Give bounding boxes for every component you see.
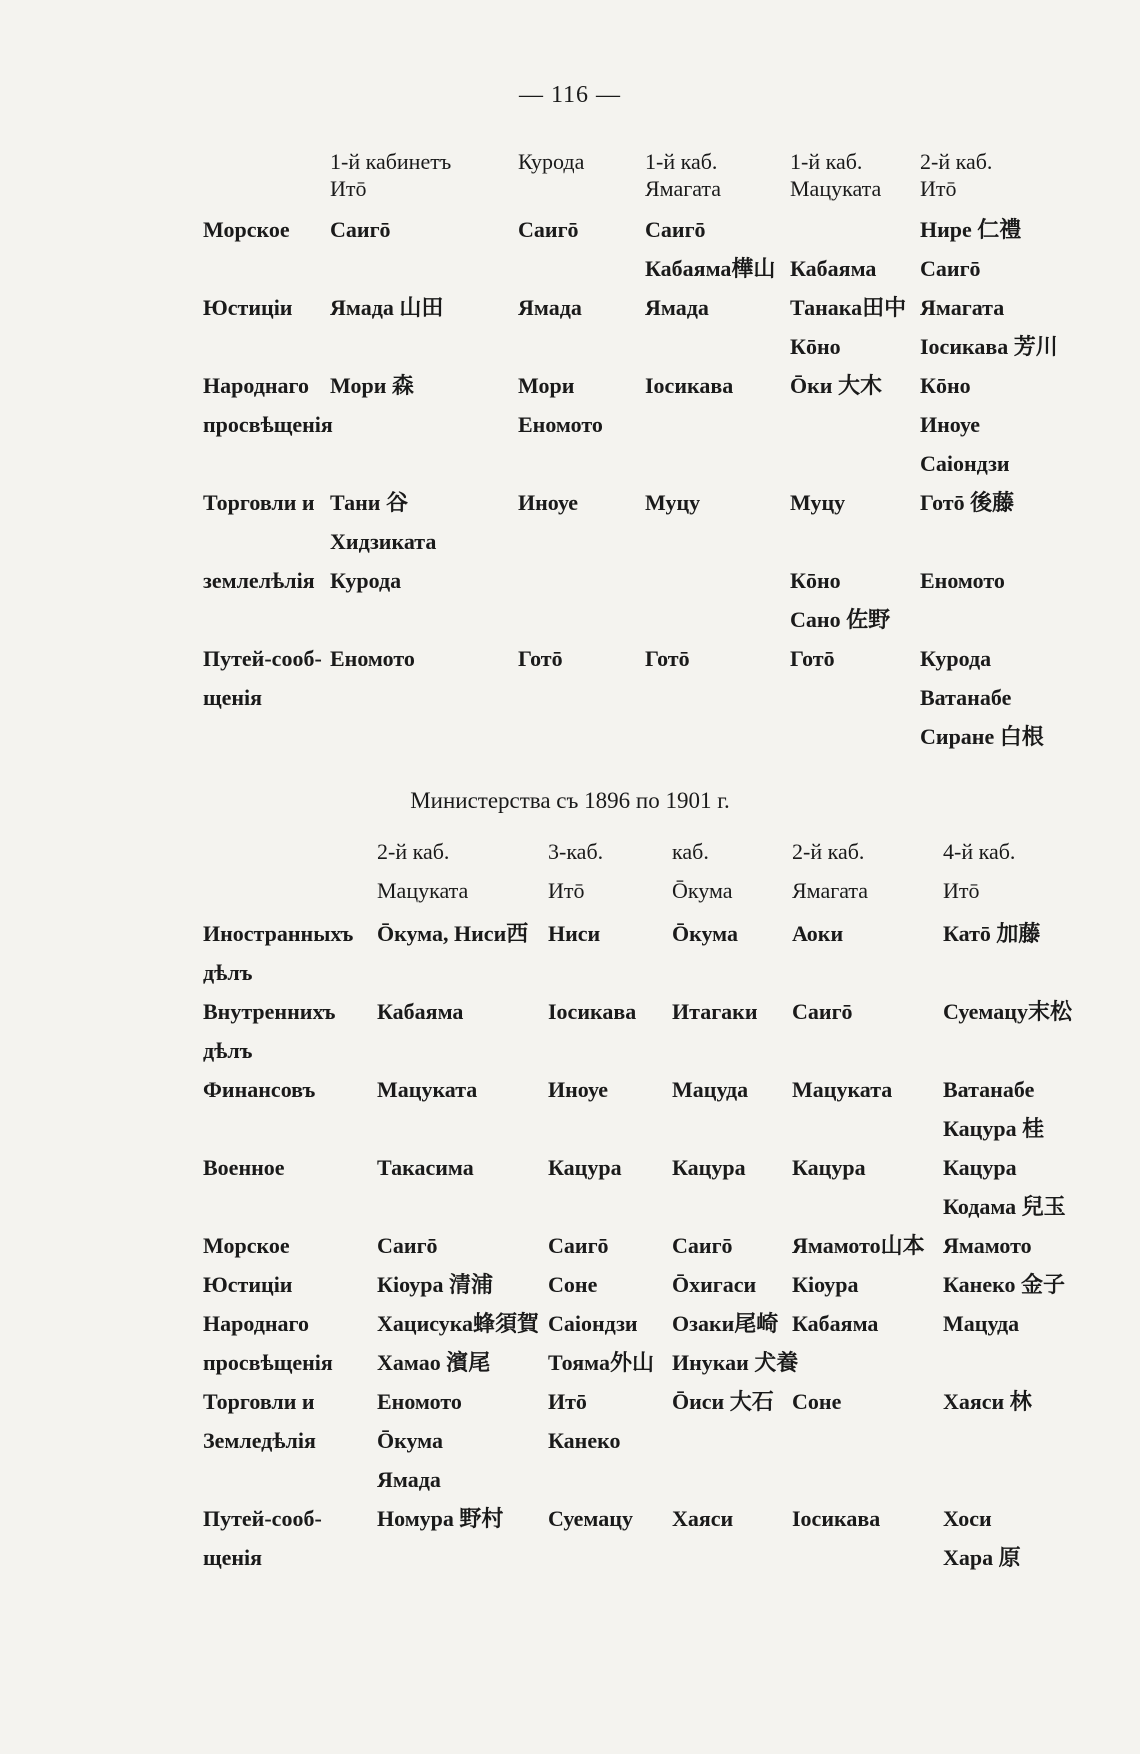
column-header [672, 832, 733, 910]
minister-name: Иноуе [920, 412, 981, 437]
column-header-line: 3-каб. [548, 839, 604, 864]
column-header-line: Курода [518, 149, 585, 174]
minister-name: Саіондзи [548, 1311, 638, 1336]
table-cell [920, 366, 1010, 483]
table-cell [920, 639, 1044, 756]
table-cell [943, 992, 1072, 1031]
minister-name: Саигō [377, 1233, 438, 1258]
minister-name: Ямада [518, 295, 582, 320]
table-cell [920, 210, 1021, 288]
table-cell [792, 1304, 878, 1343]
table-cell [548, 1148, 622, 1187]
table-cell [792, 1265, 858, 1304]
row-label-line: Торговли и [203, 490, 315, 515]
minister-name: Мори 森 [330, 373, 414, 398]
minister-name: Еномото [920, 568, 1005, 593]
column-header-line: Мацуката [377, 878, 469, 903]
table-cell [548, 1265, 597, 1304]
table-cell [548, 1382, 621, 1460]
minister-name: Хаяси 林 [943, 1389, 1032, 1414]
minister-name: Ōкума [672, 921, 739, 946]
table-cell [672, 914, 738, 953]
column-header [548, 832, 603, 910]
column-header-line: Итō [920, 176, 957, 201]
row-label-line: землелѣлія [203, 568, 315, 593]
minister-name: Готō [790, 646, 835, 671]
row-label-line: Земледѣлія [203, 1428, 316, 1453]
table-cell [943, 914, 1040, 953]
minister-name: Ватанабе [920, 685, 1012, 710]
minister-name: Готō [518, 646, 563, 671]
table-cell [377, 1070, 477, 1109]
row-label [203, 561, 315, 600]
table-cell [672, 1499, 733, 1538]
table-cell [518, 483, 578, 522]
table-cell [330, 288, 443, 327]
table-cell [672, 1148, 746, 1187]
minister-name: Сано 佐野 [790, 607, 891, 632]
minister-name: Іосикава [548, 999, 637, 1024]
table-cell [548, 1226, 609, 1265]
minister-name: Саигō [792, 999, 853, 1024]
table-cell [377, 1265, 493, 1304]
column-header [790, 148, 881, 202]
row-label [203, 1148, 285, 1187]
minister-name: Хоси [943, 1506, 992, 1531]
table-cell [645, 639, 690, 678]
minister-name: Кабаяма [790, 256, 877, 281]
column-header [920, 148, 992, 202]
row-label-line: Внутреннихъ [203, 999, 336, 1024]
minister-name: Хидзиката [330, 529, 437, 554]
column-header [792, 832, 868, 910]
minister-name: Итō [548, 1389, 587, 1414]
column-header-line: Ямагата [792, 878, 869, 903]
minister-name: Еномото [518, 412, 603, 437]
row-label-line: Народнаго [203, 373, 309, 398]
minister-name: Инукаи 犬養 [672, 1350, 799, 1375]
column-header-line: 2-й каб. [792, 839, 865, 864]
minister-name: Готō [645, 646, 690, 671]
row-label [203, 288, 292, 327]
table-cell [790, 366, 882, 405]
table-cell [645, 288, 709, 327]
table-cell [943, 1226, 1032, 1265]
column-header-line: 1-й каб. [645, 149, 718, 174]
minister-name: Ōхигаси [672, 1272, 757, 1297]
minister-name: Кацура [548, 1155, 622, 1180]
table-cell [790, 288, 906, 366]
table-cell [518, 288, 582, 327]
minister-name: Іосикава [792, 1506, 881, 1531]
table-cell [548, 992, 636, 1031]
minister-name: Кацура [943, 1155, 1017, 1180]
row-label-line: Морское [203, 217, 290, 242]
row-label-line: щенія [203, 685, 263, 710]
minister-name: Ямада [645, 295, 709, 320]
minister-name: Танака田中 [790, 295, 907, 320]
row-label [203, 1265, 292, 1304]
table-cell [920, 561, 1005, 600]
minister-name: Мацуката [792, 1077, 893, 1102]
minister-name: Суемацу末松 [943, 999, 1072, 1024]
table-cell [792, 992, 853, 1031]
table-cell [548, 914, 600, 953]
row-label-line: Морское [203, 1233, 290, 1258]
table-cell [792, 1070, 892, 1109]
table-cell [518, 210, 579, 249]
table-cell [518, 639, 563, 678]
minister-name: Номура 野村 [377, 1506, 504, 1531]
column-header-line: Итō [943, 878, 980, 903]
table-cell [943, 1148, 1066, 1226]
table-cell [672, 1226, 733, 1265]
table-cell [920, 288, 1058, 366]
column-header-line: Итō [548, 878, 585, 903]
column-header-line: каб. [672, 839, 709, 864]
row-label [203, 1304, 333, 1382]
table-cell [790, 639, 835, 678]
row-label [203, 1499, 322, 1577]
row-label [203, 1382, 316, 1460]
table-cell [790, 483, 845, 522]
row-label-line: Путей-сооб- [203, 646, 322, 671]
table-cell [645, 366, 733, 405]
table-cell [377, 1499, 503, 1538]
minister-name: Іосикава [645, 373, 734, 398]
table-cell [645, 483, 700, 522]
row-label-line: Путей-сооб- [203, 1506, 322, 1531]
minister-name: Ямада [377, 1467, 441, 1492]
column-header-line: 2-й каб. [920, 149, 993, 174]
minister-name: Катō 加藤 [943, 921, 1041, 946]
minister-name: Тани 谷 [330, 490, 408, 515]
minister-name: Кодама 兒玉 [943, 1194, 1066, 1219]
table-cell [943, 1265, 1065, 1304]
minister-name: Итагаки [672, 999, 758, 1024]
minister-name: Ōкума [377, 1428, 444, 1453]
column-header [943, 832, 1015, 910]
table-cell [548, 1304, 654, 1382]
table-cell [330, 483, 436, 561]
column-header-line: 4-й каб. [943, 839, 1016, 864]
table-cell [943, 1304, 1019, 1343]
minister-name: Соне [548, 1272, 598, 1297]
minister-name: Сиране 白根 [920, 724, 1044, 749]
minister-name: Саигō [672, 1233, 733, 1258]
minister-name: Ватанабе [943, 1077, 1035, 1102]
minister-name: Мацуда [672, 1077, 749, 1102]
table-cell [377, 1304, 539, 1382]
row-label [203, 1070, 315, 1109]
table-cell [790, 210, 876, 288]
column-header-line: Мацуката [790, 176, 882, 201]
minister-name: Ōиси 大石 [672, 1389, 774, 1414]
column-header-line: 1-й каб. [790, 149, 863, 174]
minister-name [518, 561, 524, 600]
row-label [203, 210, 290, 249]
minister-name: Курода [920, 646, 992, 671]
section-title: Министерства съ 1896 по 1901 г. [410, 788, 730, 813]
minister-name: Кабаяма樺山 [645, 256, 776, 281]
minister-name: Ōки 大木 [790, 373, 882, 398]
minister-name: Кіоура [792, 1272, 859, 1297]
table-cell [330, 366, 414, 405]
row-label-line: Юстиціи [203, 295, 293, 320]
minister-name: Ямамото山本 [792, 1233, 925, 1258]
minister-name: Хара 原 [943, 1545, 1021, 1570]
minister-name: Саигō [645, 217, 706, 242]
row-label-line: Военное [203, 1155, 285, 1180]
row-label-line: дѣлъ [203, 1038, 253, 1063]
table-cell [377, 1148, 474, 1187]
minister-name: Мацуда [943, 1311, 1020, 1336]
table-cell [672, 1304, 798, 1382]
minister-name: Ямамото [943, 1233, 1032, 1258]
table-cell [377, 1226, 438, 1265]
page-number: — 116 — [518, 82, 622, 108]
minister-name [645, 561, 651, 600]
table-cell [920, 483, 1014, 522]
row-label-line: дѣлъ [203, 960, 253, 985]
minister-name: Мацуката [377, 1077, 478, 1102]
minister-name: Мори [518, 373, 575, 398]
row-label [203, 639, 322, 717]
column-header-line: 1-й кабинетъ [330, 149, 452, 174]
table-cell [792, 1148, 866, 1187]
table-cell [518, 366, 603, 444]
minister-name: Иноуе [518, 490, 579, 515]
minister-name: Готō 後藤 [920, 490, 1015, 515]
column-header [518, 148, 584, 175]
row-label [203, 1226, 290, 1265]
table-cell [377, 992, 463, 1031]
table-cell [792, 1226, 925, 1265]
minister-name: Кацура 桂 [943, 1116, 1045, 1141]
column-header [645, 148, 721, 202]
minister-name: Нире 仁禮 [920, 217, 1022, 242]
table-cell [792, 914, 843, 953]
row-label [203, 992, 335, 1070]
minister-name: Соне [792, 1389, 842, 1414]
table-cell [645, 210, 775, 288]
minister-name: Кōно [790, 334, 841, 359]
column-header-line: Ямагата [645, 176, 722, 201]
minister-name: Аоки [792, 921, 844, 946]
row-label [203, 914, 353, 992]
column-header-line: Итō [330, 176, 367, 201]
table-cell [548, 1070, 608, 1109]
column-header [330, 148, 451, 202]
minister-name: Муцу [645, 490, 701, 515]
minister-name: Хацисука蜂須賀 [377, 1311, 540, 1336]
table-cell [943, 1070, 1044, 1148]
row-label-line: Иностранныхъ [203, 921, 354, 946]
row-label-line: Торговли и [203, 1389, 315, 1414]
minister-name: Кōно [790, 568, 841, 593]
minister-name: Канеко [548, 1428, 621, 1453]
column-header-line: 2-й каб. [377, 839, 450, 864]
minister-name: Ниси [548, 921, 601, 946]
minister-name: Саигō [330, 217, 391, 242]
minister-name: Еномото [377, 1389, 462, 1414]
minister-name: Кацура [672, 1155, 746, 1180]
table-cell [548, 1499, 633, 1538]
minister-name: Муцу [790, 490, 846, 515]
row-label [203, 366, 333, 444]
table-cell [672, 1070, 748, 1109]
minister-name: Кабаяма [792, 1311, 879, 1336]
minister-name: Курода [330, 568, 402, 593]
minister-name: Тояма外山 [548, 1350, 655, 1375]
row-label [203, 483, 315, 522]
table-cell [330, 639, 415, 678]
minister-name: Кōно [920, 373, 971, 398]
minister-name: Такасима [377, 1155, 474, 1180]
table-cell [672, 1382, 774, 1421]
table-cell [518, 561, 524, 600]
minister-name [790, 210, 876, 249]
table-cell [792, 1382, 841, 1421]
minister-name: Ямада 山田 [330, 295, 444, 320]
table-cell [645, 561, 651, 600]
minister-name: Хамао 濱尾 [377, 1350, 491, 1375]
table-cell [377, 1382, 462, 1499]
minister-name: Кацура [792, 1155, 866, 1180]
minister-name: Озаки尾崎 [672, 1311, 779, 1336]
table-cell [672, 992, 758, 1031]
minister-name: Кабаяма [377, 999, 464, 1024]
table-cell [330, 561, 401, 600]
minister-name: Иноуе [548, 1077, 609, 1102]
table-cell [377, 914, 528, 953]
row-label-line: просвѣщенія [203, 1350, 333, 1375]
minister-name: Хаяси [672, 1506, 734, 1531]
table-cell [792, 1499, 880, 1538]
table-cell [943, 1499, 1021, 1577]
minister-name: Канеко 金子 [943, 1272, 1065, 1297]
row-label-line: Юстиціи [203, 1272, 293, 1297]
table-cell [672, 1265, 756, 1304]
row-label-line: Народнаго [203, 1311, 309, 1336]
row-label-line: просвѣщенія [203, 412, 333, 437]
row-label-line: Финансовъ [203, 1077, 316, 1102]
minister-name: Суемацу [548, 1506, 633, 1531]
row-label-line: щенія [203, 1545, 263, 1570]
minister-name: Саіондзи [920, 451, 1010, 476]
minister-name: Саигō [548, 1233, 609, 1258]
minister-name: Еномото [330, 646, 415, 671]
minister-name: Саигō [920, 256, 981, 281]
table-cell [943, 1382, 1032, 1421]
minister-name: Іосикава 芳川 [920, 334, 1058, 359]
minister-name: Кіоура 清浦 [377, 1272, 493, 1297]
minister-name: Ямагата [920, 295, 1005, 320]
column-header [377, 832, 468, 910]
minister-name: Ōкума, Ниси西 [377, 921, 529, 946]
column-header-line: Ōкума [672, 878, 733, 903]
table-cell [790, 561, 890, 639]
minister-name: Саигō [518, 217, 579, 242]
table-cell [330, 210, 391, 249]
